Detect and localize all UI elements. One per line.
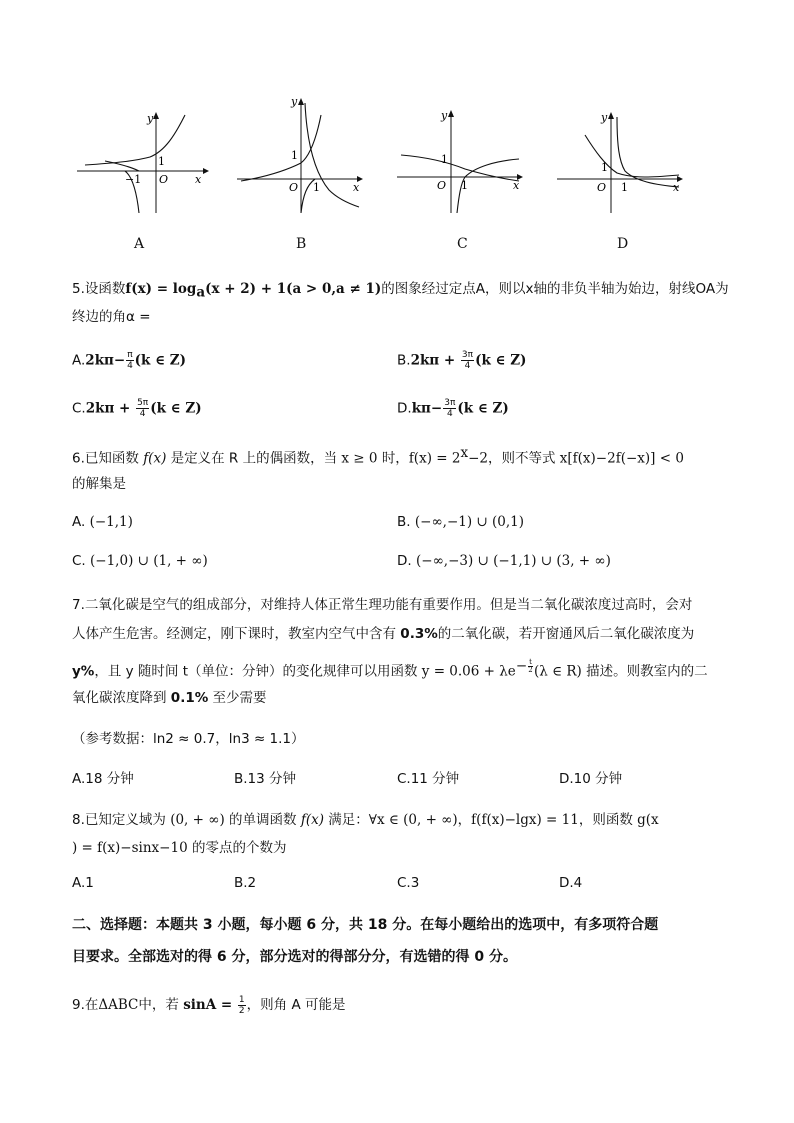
svg-text:1: 1 <box>461 179 468 192</box>
graph-d <box>555 95 695 215</box>
q7-option-b[interactable]: B.13 分钟 <box>234 771 297 787</box>
svg-text:O: O <box>437 179 447 192</box>
q7-option-d[interactable]: D.10 分钟 <box>559 771 623 787</box>
q8-option-c[interactable]: C.3 <box>397 875 420 891</box>
svg-text:x: x <box>673 181 680 194</box>
q7-option-c[interactable]: C.11 分钟 <box>397 771 460 787</box>
graph-a <box>75 95 215 215</box>
q6-option-d[interactable]: D. (−∞,−3) ∪ (−1,1) ∪ (3, + ∞) <box>397 553 611 569</box>
q8-option-b[interactable]: B.2 <box>234 875 257 891</box>
origin-label: O <box>159 173 169 186</box>
graph-a-plot <box>75 95 215 215</box>
q6-line1: 6.已知函数 f(x) 是定义在 R 上的偶函数，当 x ≥ 0 时，$f(x) = 2^x-2$，则不等式 x[f(x)−2f(−x)] < 0 <box>72 445 684 467</box>
q5-line1: 5.设函数$f(x) = \log_a(x + 2) + 1(a > 0,a \ne 1)$的图象经过定点A，则以x轴的非负半轴为始边，射线OA为 <box>72 281 729 301</box>
q9-line1: 9.在ΔABC中，若 sinA = $\frac{1}{2}$ ，则角 A 可能是 <box>72 994 346 1016</box>
q6-option-b[interactable]: B. (−∞,−1) ∪ (0,1) <box>397 514 525 530</box>
graph-b-plot <box>235 95 375 215</box>
q8-option-a[interactable]: A.1 <box>72 875 94 891</box>
q8-option-d[interactable]: D.4 <box>559 875 583 891</box>
q7-line3: y%，且 y 随时间 t（单位：分钟）的变化规律可以用函数 $y = 0.06 + \lambda e^{- \frac{t}{2}}$ (λ ∈ R) 描述。则教室内的二 <box>72 658 708 680</box>
svg-text:1: 1 <box>313 181 320 194</box>
q7-line2: 人体产生危害。经测定，刚下课时，教室内空气中含有 0.3%的二氧化碳，若开窗通风后二氧化碳浓度为 <box>72 626 695 642</box>
graph-d-plot <box>555 95 695 215</box>
q5-option-d[interactable]: D.kπ− $\frac{3\pi}{4}$ (k ∈ Z) <box>397 398 509 419</box>
graph-c-plot <box>395 95 535 215</box>
axis-y-label: y <box>147 112 154 125</box>
q8-line1: 8.已知定义域为 (0, + ∞) 的单调函数 f(x) 满足：∀x ∈ (0, + ∞)，f(f(x)−lgx) = 11，则函数 g(x <box>72 812 659 828</box>
graph-c-label: C <box>457 236 468 252</box>
q5-option-a[interactable]: A.2kπ− $\frac{\pi}{4}$ (k ∈ Z) <box>72 350 187 371</box>
q5-option-c[interactable]: C.2kπ + $\frac{5\pi}{4}$ (k ∈ Z) <box>72 398 202 419</box>
section-2-heading-line1: 二、选择题：本题共 3 小题，每小题 6 分，共 18 分。在每小题给出的选项中，有多项符合题 <box>72 917 659 933</box>
q8-line2: ) = f(x)−sinx−10 的零点的个数为 <box>72 840 287 856</box>
one-label: 1 <box>158 155 165 168</box>
q7-line4: 氧化碳浓度降到 0.1% 至少需要 <box>72 690 267 706</box>
svg-text:y: y <box>441 109 448 122</box>
svg-text:y: y <box>601 111 608 124</box>
q7-option-a[interactable]: A.18 分钟 <box>72 771 134 787</box>
svg-text:x: x <box>513 179 520 192</box>
q7-reference: （参考数据：ln2 ≈ 0.7，ln3 ≈ 1.1） <box>72 731 305 747</box>
q5-option-b[interactable]: B.2kπ + $\frac{3\pi}{4}$ (k ∈ Z) <box>397 350 527 371</box>
svg-text:O: O <box>289 181 299 194</box>
svg-text:1: 1 <box>621 181 628 194</box>
section-2-heading-line2: 目要求。全部选对的得 6 分，部分选对的得部分分，有选错的得 0 分。 <box>72 949 517 965</box>
minus-one-label: −1 <box>125 173 142 186</box>
svg-text:1: 1 <box>601 161 608 174</box>
svg-text:x: x <box>353 181 360 194</box>
q6-line2: 的解集是 <box>72 476 126 492</box>
q7-line1: 7.二氧化碳是空气的组成部分，对维持人体正常生理功能有重要作用。但是当二氧化碳浓度过高时，会对 <box>72 597 693 613</box>
svg-text:1: 1 <box>441 153 448 166</box>
q6-option-a[interactable]: A. (−1,1) <box>72 514 133 530</box>
q6-option-c[interactable]: C. (−1,0) ∪ (1, + ∞) <box>72 553 208 569</box>
graph-a-label: A <box>134 236 145 252</box>
svg-text:1: 1 <box>291 149 298 162</box>
svg-text:y: y <box>291 95 298 108</box>
graph-b-label: B <box>296 236 307 252</box>
q5-line2: 终边的角α = <box>72 309 151 325</box>
graph-c <box>395 95 535 215</box>
graph-d-label: D <box>617 236 629 252</box>
graph-b <box>235 95 375 215</box>
axis-x-label: x <box>195 173 202 186</box>
svg-text:O: O <box>597 181 607 194</box>
